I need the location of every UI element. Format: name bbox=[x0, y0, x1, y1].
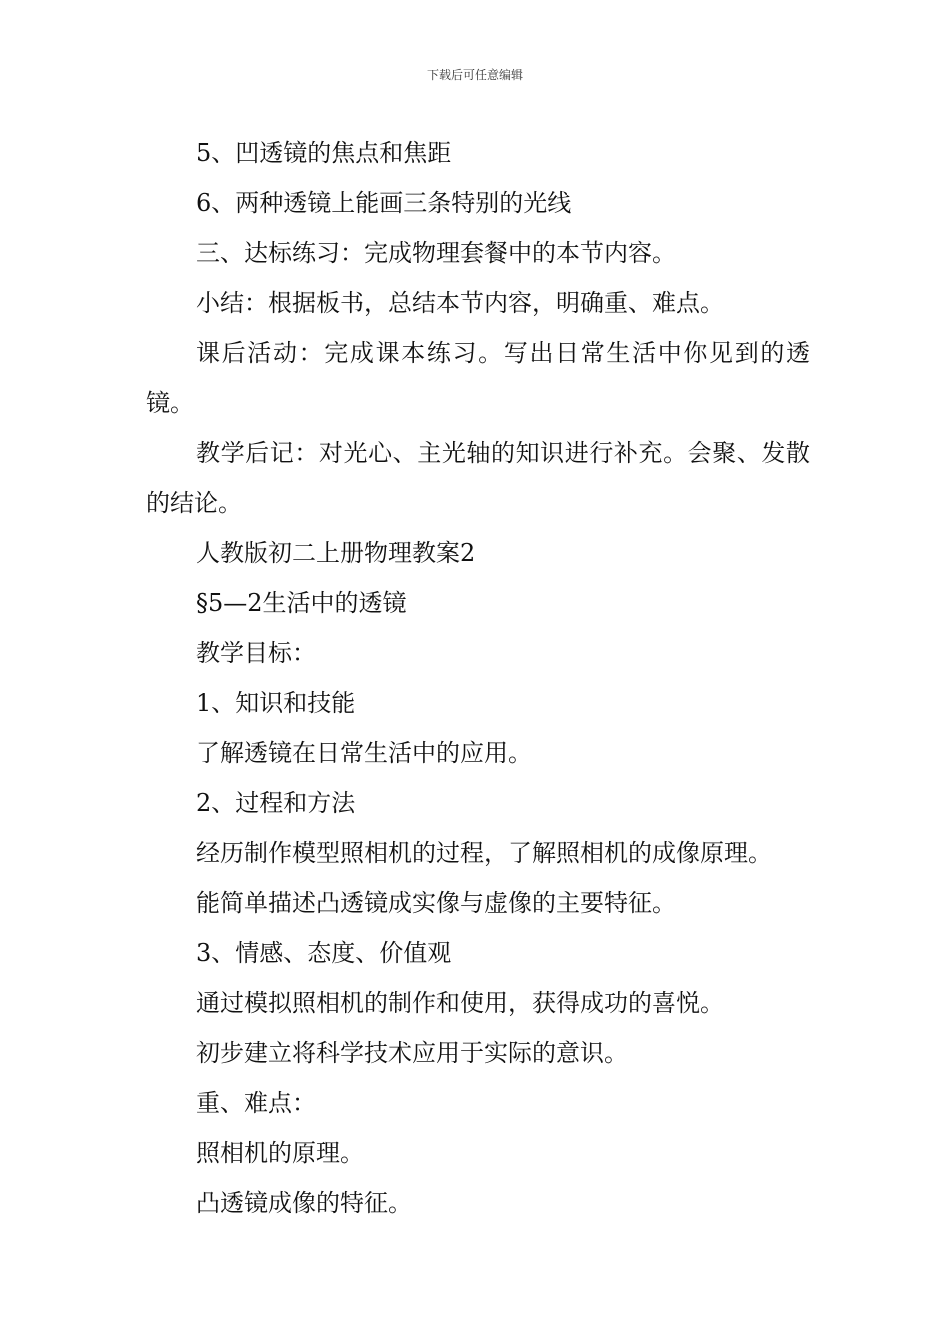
paragraph: 3、情感、态度、价值观 bbox=[196, 939, 452, 967]
document-body bbox=[146, 128, 810, 1228]
paragraph: 重、难点： bbox=[196, 1089, 316, 1117]
section-subtitle: §5—2生活中的透镜 bbox=[196, 589, 407, 617]
paragraph: 经历制作模型照相机的过程，了解照相机的成像原理。 bbox=[196, 839, 772, 867]
paragraph: 5、凹透镜的焦点和焦距 bbox=[196, 139, 452, 167]
paragraph: 教学目标： bbox=[196, 639, 316, 667]
paragraph: 了解透镜在日常生活中的应用。 bbox=[196, 739, 532, 767]
section-title: 人教版初二上册物理教案2 bbox=[196, 539, 476, 567]
page-header: 下载后可任意编辑 bbox=[426, 68, 523, 82]
paragraph: 6、两种透镜上能画三条特别的光线 bbox=[196, 189, 572, 217]
paragraph: 教学后记：对光心、主光轴的知识进行补充。会聚、发散的结论。 bbox=[146, 439, 810, 517]
paragraph: 2、过程和方法 bbox=[196, 789, 356, 817]
paragraph: 初步建立将科学技术应用于实际的意识。 bbox=[196, 1039, 628, 1067]
paragraph: 凸透镜成像的特征。 bbox=[196, 1189, 412, 1217]
paragraph: 小结：根据板书，总结本节内容，明确重、难点。 bbox=[196, 289, 724, 317]
paragraph: 能简单描述凸透镜成实像与虚像的主要特征。 bbox=[196, 889, 676, 917]
paragraph: 照相机的原理。 bbox=[196, 1139, 364, 1167]
paragraph: 课后活动：完成课本练习。写出日常生活中你见到的透镜。 bbox=[146, 339, 810, 417]
paragraph: 通过模拟照相机的制作和使用，获得成功的喜悦。 bbox=[196, 989, 724, 1017]
paragraph: 1、知识和技能 bbox=[196, 689, 356, 717]
paragraph: 三、达标练习：完成物理套餐中的本节内容。 bbox=[196, 239, 676, 267]
